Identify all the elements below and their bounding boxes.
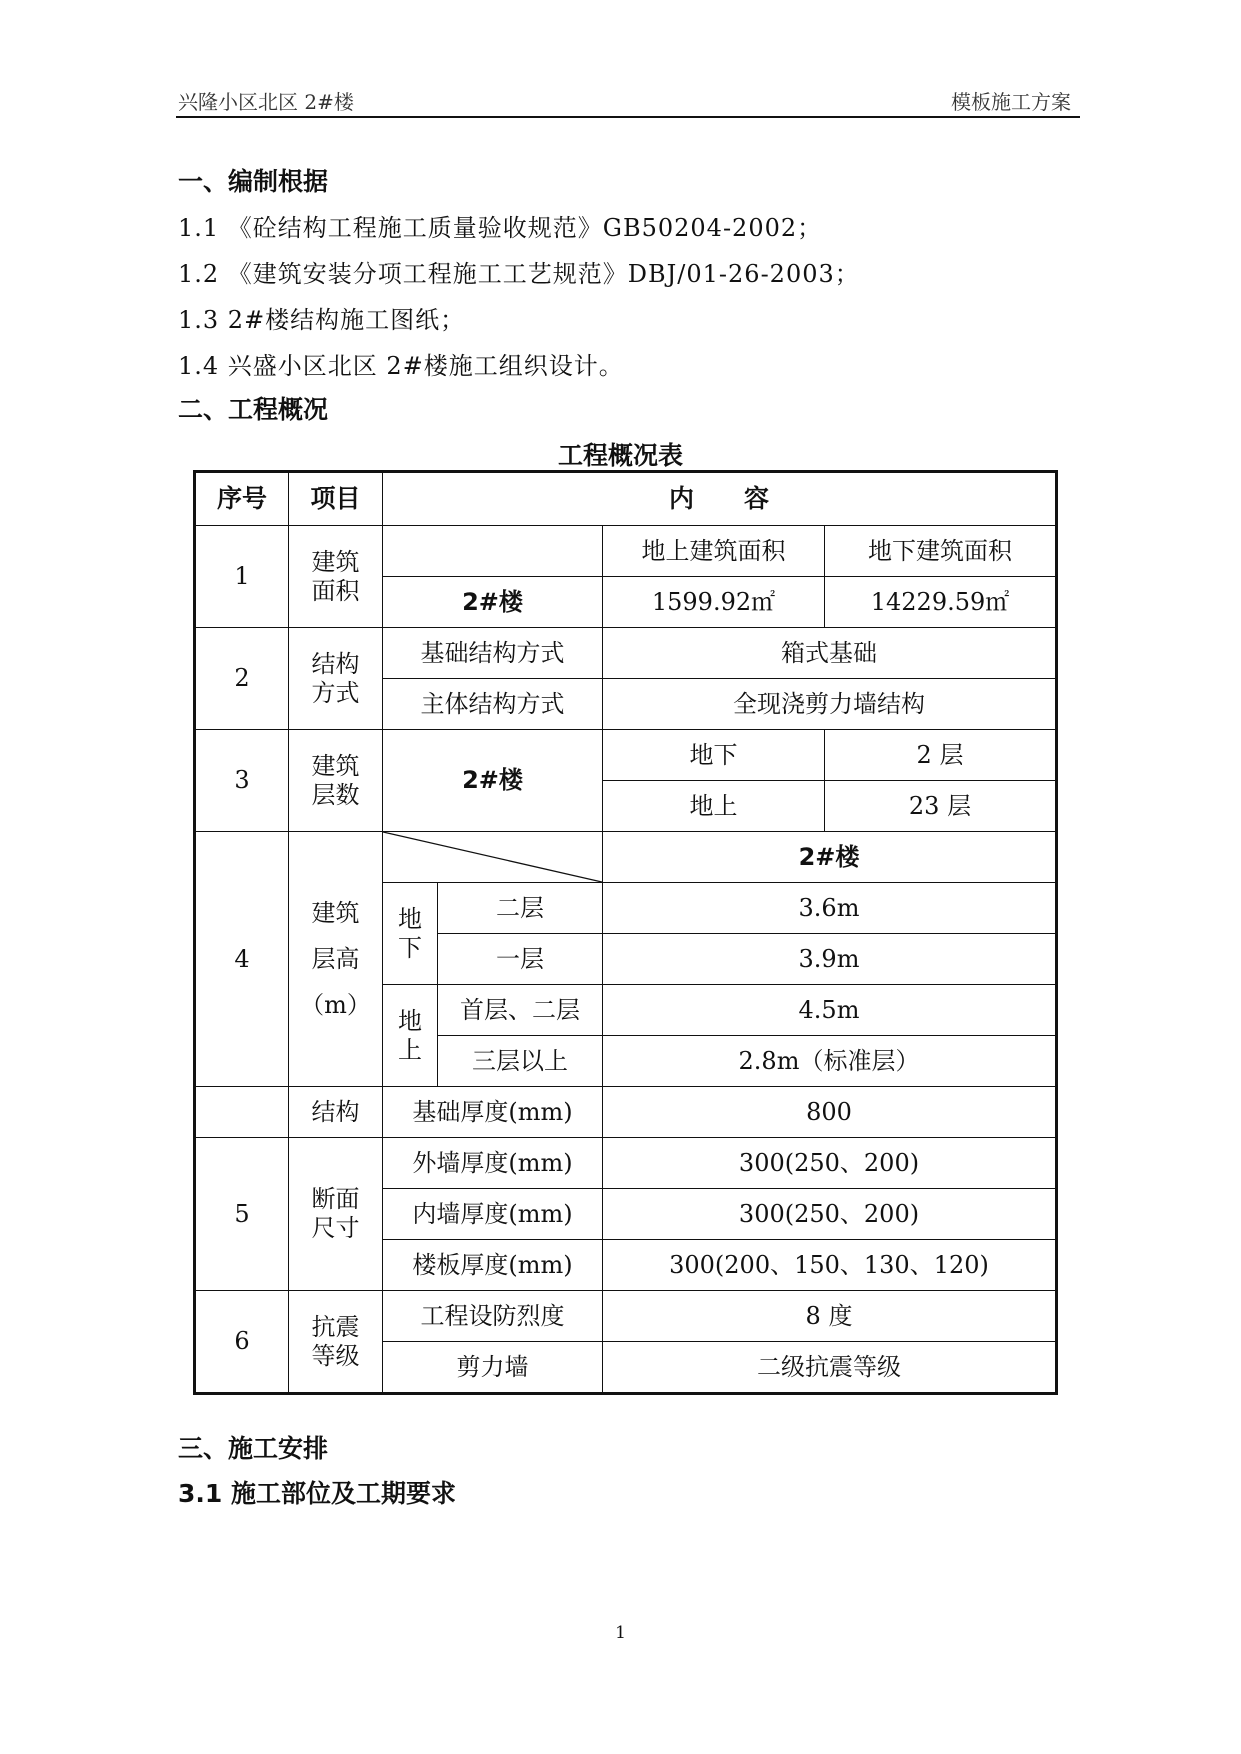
table-row bbox=[195, 1087, 1057, 1138]
row-item: 结构 bbox=[289, 1087, 383, 1138]
row-key: 基础厚度(mm) bbox=[383, 1087, 603, 1138]
below-area: 14229.59㎡ bbox=[825, 577, 1057, 628]
row-no: 2 bbox=[195, 628, 289, 730]
table-row bbox=[195, 730, 1057, 781]
row-key: 楼板厚度(mm) bbox=[383, 1240, 603, 1291]
group-underground: 地 下 bbox=[383, 883, 438, 985]
project-overview-table bbox=[193, 470, 1058, 1395]
row-value: 2 层 bbox=[825, 730, 1057, 781]
row-key: 基础结构方式 bbox=[383, 628, 603, 679]
row-no: 4 bbox=[195, 832, 289, 1087]
building-label: 2#楼 bbox=[383, 577, 603, 628]
row-value: 23 层 bbox=[825, 781, 1057, 832]
floor-height: 4.5m bbox=[603, 985, 1057, 1036]
row-value: 800 bbox=[603, 1087, 1057, 1138]
table-row bbox=[195, 1138, 1057, 1189]
row-key: 地下 bbox=[603, 730, 825, 781]
floor-height: 2.8m（标准层） bbox=[603, 1036, 1057, 1087]
row-key: 工程设防烈度 bbox=[383, 1291, 603, 1342]
header-rule bbox=[176, 116, 1080, 118]
row-no: 6 bbox=[195, 1291, 289, 1394]
row-item: 结构 方式 bbox=[289, 628, 383, 730]
group-aboveground: 地 上 bbox=[383, 985, 438, 1087]
row-key: 内墙厚度(mm) bbox=[383, 1189, 603, 1240]
section-heading-1: 一、编制根据 bbox=[178, 167, 329, 196]
row-value: 300(250、200) bbox=[603, 1189, 1057, 1240]
floor-label: 首层、二层 bbox=[438, 985, 603, 1036]
header-item: 项目 bbox=[289, 472, 383, 526]
floor-label: 二层 bbox=[438, 883, 603, 934]
row-item: 建筑 层数 bbox=[289, 730, 383, 832]
table-header-row bbox=[195, 472, 1057, 526]
header-content: 内 容 bbox=[383, 472, 1057, 526]
floor-label: 一层 bbox=[438, 934, 603, 985]
row-value: 全现浇剪力墙结构 bbox=[603, 679, 1057, 730]
floor-label: 三层以上 bbox=[438, 1036, 603, 1087]
row-value: 箱式基础 bbox=[603, 628, 1057, 679]
list-item: 1.2 《建筑安装分项工程施工工艺规范》DBJ/01-26-2003； bbox=[178, 260, 860, 288]
blank-cell bbox=[195, 1087, 289, 1138]
row-no: 1 bbox=[195, 526, 289, 628]
row-no: 5 bbox=[195, 1138, 289, 1291]
header-right: 模板施工方案 bbox=[951, 90, 1071, 114]
row-key: 主体结构方式 bbox=[383, 679, 603, 730]
above-area: 1599.92㎡ bbox=[603, 577, 825, 628]
diagonal-cell bbox=[383, 832, 603, 883]
floor-height: 3.6m bbox=[603, 883, 1057, 934]
section-heading-3: 三、施工安排 bbox=[178, 1434, 329, 1463]
table-row bbox=[195, 832, 1057, 883]
row-key: 剪力墙 bbox=[383, 1342, 603, 1394]
section-heading-2: 二、工程概况 bbox=[178, 395, 329, 424]
col-above-ground: 地上建筑面积 bbox=[603, 526, 825, 577]
row-item: 建筑 层高 （m） bbox=[289, 832, 383, 1087]
blank-cell bbox=[383, 526, 603, 577]
col-below-ground: 地下建筑面积 bbox=[825, 526, 1057, 577]
table-caption: 工程概况表 bbox=[557, 441, 683, 470]
header-left: 兴隆小区北区 2#楼 bbox=[178, 90, 354, 114]
diagonal-line bbox=[383, 832, 602, 882]
header-no: 序号 bbox=[195, 472, 289, 526]
row-key: 地上 bbox=[603, 781, 825, 832]
row-item: 断面 尺寸 bbox=[289, 1138, 383, 1291]
list-item: 1.3 2#楼结构施工图纸； bbox=[178, 306, 466, 334]
row-item: 抗震 等级 bbox=[289, 1291, 383, 1394]
row-key: 外墙厚度(mm) bbox=[383, 1138, 603, 1189]
row-value: 二级抗震等级 bbox=[603, 1342, 1057, 1394]
building-label: 2#楼 bbox=[383, 730, 603, 832]
row-value: 300(250、200) bbox=[603, 1138, 1057, 1189]
table-row bbox=[195, 628, 1057, 679]
list-item: 1.4 兴盛小区北区 2#楼施工组织设计。 bbox=[178, 352, 624, 380]
table-row bbox=[195, 1291, 1057, 1342]
row-value: 8 度 bbox=[603, 1291, 1057, 1342]
row-item: 建筑 面积 bbox=[289, 526, 383, 628]
row-value: 300(200、150、130、120) bbox=[603, 1240, 1057, 1291]
row-no: 3 bbox=[195, 730, 289, 832]
list-item: 1.1 《砼结构工程施工质量验收规范》GB50204-2002； bbox=[178, 214, 823, 242]
page-number: 1 bbox=[615, 1623, 626, 1643]
subsection-heading: 3.1 施工部位及工期要求 bbox=[178, 1479, 456, 1508]
floor-height: 3.9m bbox=[603, 934, 1057, 985]
table-row bbox=[195, 526, 1057, 577]
building-label: 2#楼 bbox=[603, 832, 1057, 883]
